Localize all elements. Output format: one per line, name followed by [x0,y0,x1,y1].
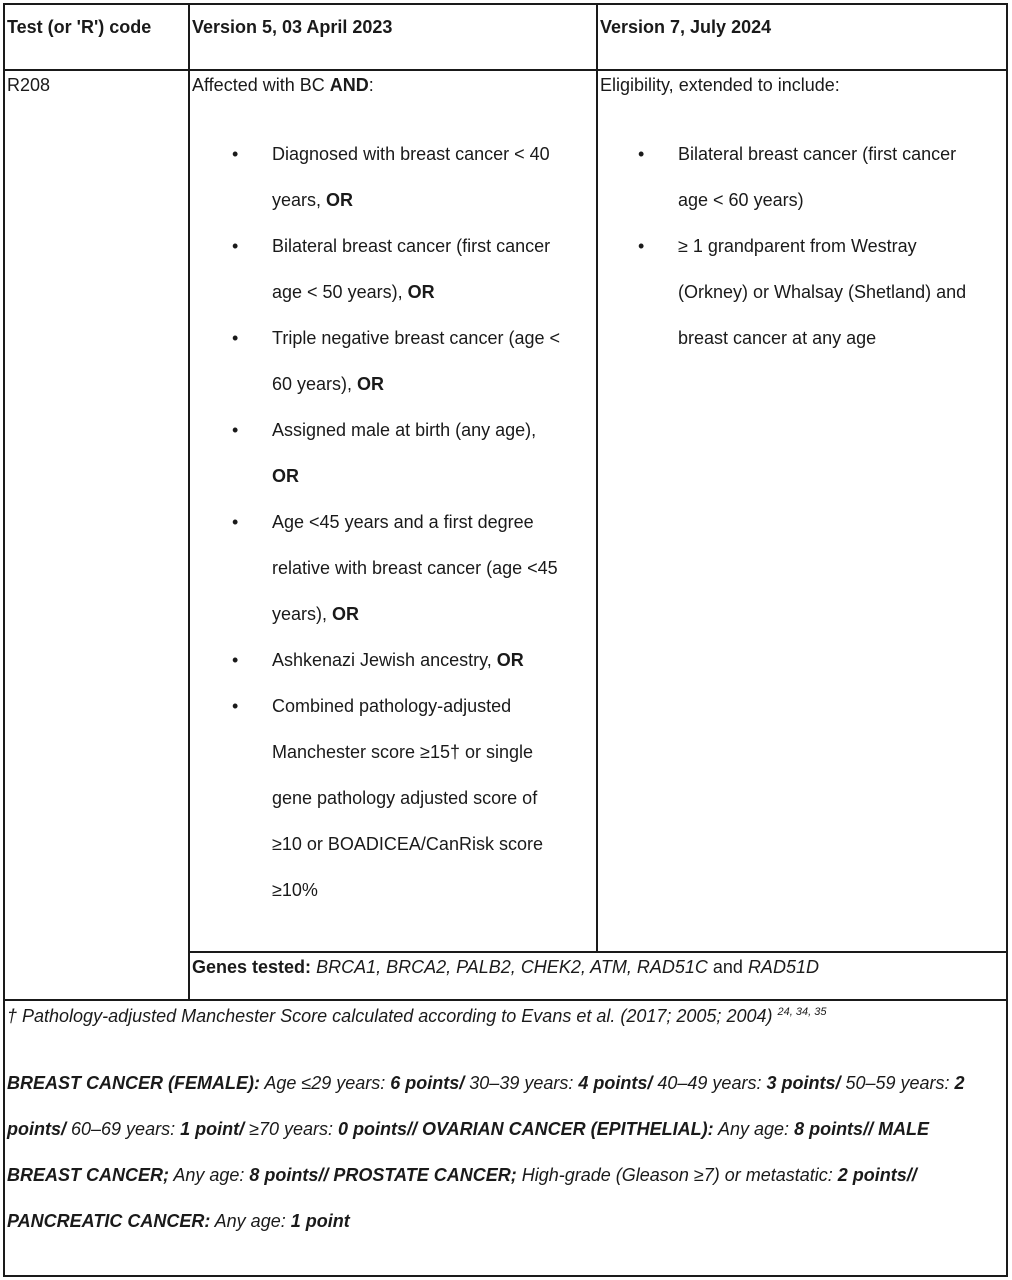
v5-criterion [192,637,596,683]
criterion-line: ≥10% [272,880,318,900]
v7-intro: Eligibility, extended to include: [600,75,840,95]
genes-label: Genes tested: [192,957,312,977]
v5-criterion [192,499,596,637]
criterion-line: Bilateral breast cancer (first cancer [272,236,551,256]
scoring-text: Any age: [210,1211,291,1231]
criterion-line: breast cancer at any age [678,328,877,348]
criterion-line: Manchester score ≥15† or single [272,742,534,762]
v7-criterion [598,223,1006,361]
v5-criterion [192,315,596,407]
scoring-bold: 3 points/ [766,1073,841,1093]
criterion-line: 60 years), [272,374,358,394]
scoring-text: 30–39 years: [464,1073,579,1093]
criterion-or: OR [407,282,435,302]
criterion-line: age < 50 years), [272,282,408,302]
criterion-or: OR [332,604,360,624]
bullet-icon: • [638,144,645,164]
v5-intro-bold: AND [329,75,369,95]
scoring-bold: 8 points// PROSTATE CANCER; [249,1165,517,1185]
criterion-or: OR [272,466,299,486]
scoring-bold: 1 point [290,1211,350,1231]
footnote-line [7,1000,1002,1028]
scoring-bold: 4 points/ [578,1073,653,1093]
v5-criteria-list [192,131,596,913]
v7-criterion [598,131,1006,223]
v5-criterion [192,407,596,499]
criterion-line: Assigned male at birth (any age), [272,420,537,440]
scoring-text: Any age: [169,1165,250,1185]
bullet-icon: • [232,236,239,256]
header-version-7: Version 7, July 2024 [600,17,772,37]
test-code-value: R208 [7,75,51,95]
header-divider [3,69,1008,71]
bullet-icon: • [232,328,239,348]
v5-criterion [192,131,596,223]
criterion-line: Ashkenazi Jewish ancestry, [272,650,497,670]
criterion-line: Combined pathology-adjusted [272,696,512,716]
genes-list: BRCA1, BRCA2, PALB2, CHEK2, ATM, RAD51C [316,957,708,977]
genes-divider [188,951,1008,953]
scoring-bold: 8 points// MALE BREAST CANCER; [7,1119,930,1185]
criterion-line: years, [272,190,327,210]
header-version-5: Version 5, 03 April 2023 [192,17,393,37]
criterion-line: years), [272,604,333,624]
scoring-text: 60–69 years: [66,1119,181,1139]
criterion-line: ≥ 1 grandparent from Westray [678,236,917,256]
scoring-bold: 2 points/ [7,1073,965,1139]
scoring-bold: BREAST CANCER (FEMALE): [7,1073,260,1093]
criterion-line: ≥10 or BOADICEA/CanRisk score [272,834,543,854]
bullet-icon: • [232,696,239,716]
genes-tested [192,955,819,979]
genes-last: RAD51D [747,957,819,977]
scoring-bold: 1 point/ [180,1119,245,1139]
criterion-or: OR [357,374,385,394]
scoring-text: Any age: [713,1119,795,1139]
scoring-text: ≥70 years: [244,1119,338,1139]
scoring-text: 40–49 years: [652,1073,767,1093]
criterion-line: Triple negative breast cancer (age < [272,328,560,348]
criterion-line: age < 60 years) [678,190,804,210]
scoring-bold: 0 points// OVARIAN CANCER (EPITHELIAL): [338,1119,714,1139]
scoring-text: Age ≤29 years: [259,1073,391,1093]
scoring-paragraph [7,1060,1002,1244]
bullet-icon: • [232,512,239,532]
bullet-icon: • [638,236,645,256]
header-test-code: Test (or 'R') code [7,17,152,37]
v5-criterion [192,683,596,913]
v5-intro [192,73,374,97]
genes-and: and [712,957,743,977]
bullet-icon: • [232,420,239,440]
criterion-line: (Orkney) or Whalsay (Shetland) and [678,282,967,302]
v7-criteria-list [598,131,1006,361]
criterion-or: OR [326,190,354,210]
v5-intro-tail: : [368,75,374,95]
scoring-text: 50–59 years: [840,1073,955,1093]
footnote-refs: 24, 34, 35 [777,1006,827,1018]
scoring-bold: 6 points/ [390,1073,465,1093]
scoring-text: High-grade (Gleason ≥7) or metastatic: [516,1165,838,1185]
v5-criterion [192,223,596,315]
criterion-line: Age <45 years and a first degree [272,512,534,532]
criterion-or: OR [496,650,524,670]
criterion-line: Diagnosed with breast cancer < 40 [272,144,550,164]
scoring-bold: 2 points// PANCREATIC CANCER: [7,1165,917,1231]
footnote-text: † Pathology-adjusted Manchester Score calculated according to Evans et al. (2017; 2005; 2004) [7,1006,773,1026]
col-divider-1 [188,3,190,1001]
criterion-line: gene pathology adjusted score of [272,788,538,808]
bullet-icon: • [232,144,239,164]
v5-intro-text: Affected with BC [192,75,330,95]
bullet-icon: • [232,650,239,670]
criterion-line: Bilateral breast cancer (first cancer [678,144,957,164]
criterion-line: relative with breast cancer (age <45 [272,558,558,578]
